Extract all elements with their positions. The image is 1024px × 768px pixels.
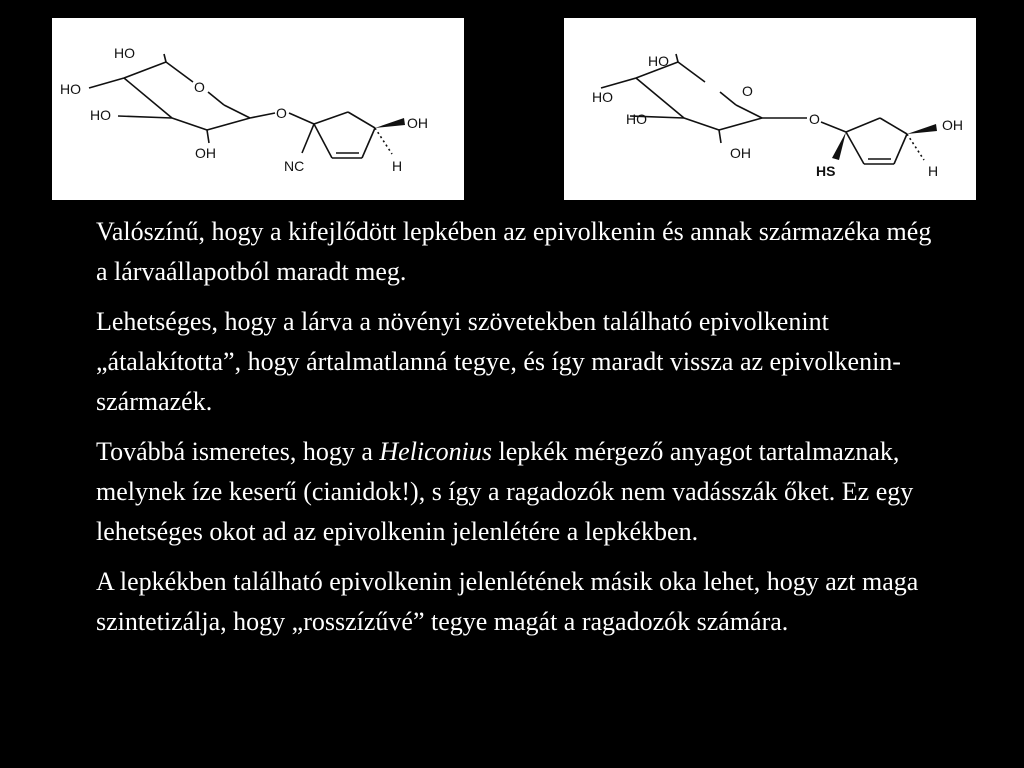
epivolkenin-derivative-structure [564, 18, 976, 200]
oh-bottom-label: OH [730, 145, 751, 161]
ho-mid-label: HO [90, 107, 111, 123]
ho-top-label: HO [114, 45, 135, 61]
ring-oxygen-label: O [742, 83, 753, 99]
glycosidic-oxygen-label: O [809, 111, 820, 127]
glycosidic-oxygen-label: O [276, 105, 287, 121]
genus-name: Heliconius [379, 437, 493, 466]
paragraph-1: Valószínű, hogy a kifejlődött lepkében az epivolkenin és annak származéka még a lárvaállapotból maradt meg. [96, 217, 932, 286]
oh-right-label: OH [942, 117, 963, 133]
oh-right-label: OH [407, 115, 428, 131]
structure-panel-left [52, 18, 464, 200]
paragraph-4: A lepkékben található epivolkenin jelenlétének másik oka lehet, hogy azt maga szintetizálja, hogy „rosszízűvé” tegye magát a ragadozók számára. [96, 567, 919, 636]
ho-top-label: HO [648, 53, 669, 69]
epivolkenin-structure [52, 18, 464, 200]
substituent-label: NC [284, 158, 305, 174]
paragraph-3-end: lepkék mérgező anyagot tartalmaznak, melynek íze keserű (cianidok!), s így a ragadozók nem vadásszák őket. Ez egy lehetséges okot ad az epivolkenin jelenlétére a lepkékben. [96, 437, 914, 546]
wedge-bond-hs [832, 132, 846, 160]
ho-left-label: HO [592, 89, 613, 105]
structure-panel-right [564, 18, 976, 200]
ho-mid-label: HO [626, 111, 647, 127]
paragraph-3 [96, 432, 936, 552]
ring-oxygen-label: O [194, 79, 205, 95]
ho-left-label: HO [60, 81, 81, 97]
paragraph-3-start: Továbbá ismeretes, hogy a [96, 437, 380, 466]
substituent-label: HS [816, 163, 836, 179]
paragraph-2: Lehetséges, hogy a lárva a növényi szövetekben található epivolkenint „átalakította”, hogy ártalmatlanná tegye, és így maradt vissza az epivolkenin-származék. [96, 307, 901, 416]
wedge-bond [375, 118, 405, 128]
h-label: H [928, 163, 939, 179]
wedge-bond [907, 124, 937, 134]
slide-body [96, 212, 936, 652]
oh-bottom-label: OH [195, 145, 216, 161]
h-label: H [392, 158, 403, 174]
